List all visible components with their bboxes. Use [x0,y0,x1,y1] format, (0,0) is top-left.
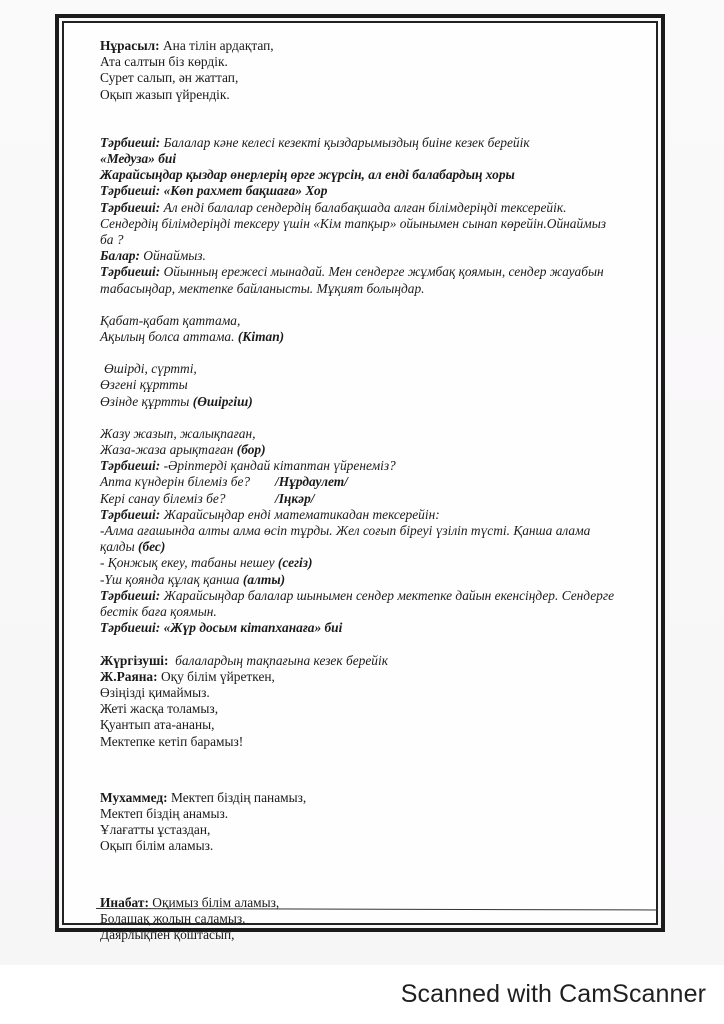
speaker-label: Балар: [100,248,140,264]
riddle-eraser [100,361,648,410]
student-name: /Нұрдаулет/ [275,474,348,490]
question-text: Апта күндерін білеміз бе? [100,474,251,490]
dance-title: «Жүр досым кітапханаға» биі [163,620,343,636]
speaker-label: Инабат: [100,894,149,910]
poem-line: Мектеп біздің анамыз. [100,805,229,821]
riddle-chalk [100,426,648,523]
riddle-line: Өшірді, сүртті, [104,361,197,377]
math-answer: (бес) [138,539,166,555]
poem-mukhammed [100,790,648,855]
question-text: Кері санау білеміз бе? [100,490,226,506]
poem-line: Мектепке кетіп барамыз! [100,733,244,749]
host-text: балалардың тақпағына кезек берейік [175,652,388,668]
poem-line: Ана тілін ардақтап, [162,38,274,53]
speaker-label: Тәрбиеші: [100,620,161,636]
spacer [100,887,648,895]
riddle-line: Жаза-жаза арықтаған [100,442,234,458]
speaker-label: Тәрбиеші: [100,199,161,215]
poem-line: Даярлықпен қоштасып, [100,926,235,942]
riddle-line: Өзінде құртты [100,393,190,409]
dialogue-text: табасыңдар, мектепке байланысты. Мұқият болыңдар. [100,280,425,296]
poem-line: Оқып білім аламыз. [100,838,214,854]
math-question: -Үш қоянда құлақ қанша [100,571,240,587]
poem-line: Мектеп біздің панамыз, [170,789,307,805]
spacer [100,410,648,426]
dialogue-text: Жарайсыңдар қыздар өнерлерің өрге жүрсін, ал енді балабардың хоры [100,167,515,183]
riddle-book [100,313,648,345]
student-name: /Іңкәр/ [275,490,315,506]
speaker-label: Тәрбиеші: [100,506,161,522]
math-question: - Қонжық екеу, табаны нешеу [100,555,275,571]
math-answer: (сегіз) [277,555,313,571]
poem-line: Ұлағатты ұстаздан, [100,822,211,838]
spacer [100,103,648,119]
math-question: қалды [100,539,138,555]
math-questions [100,523,648,636]
poem-line: Өзіңізді қимаймыз. [100,684,210,700]
poem-line: Болашақ жолын саламыз. [100,910,246,926]
speaker-label: Жүргізуші: [100,652,169,668]
speaker-label: Мухаммед: [100,789,168,805]
speaker-label: Ж.Раяна: [100,668,158,684]
spacer [100,119,648,135]
speaker-label: Тәрбиеші: [100,134,161,150]
riddle-line: Ақылың болса аттама. [100,329,235,345]
poem-nurasyl [100,38,648,103]
poem-line: Оқып жазып үйрендік. [100,86,230,102]
speaker-label: Тәрбиеші: [100,587,161,603]
dialogue-text: Балалар кәне келесі кезекті қыздарымыздың биіне кезек берейік [163,134,530,150]
poem-raiana [100,653,648,750]
speaker-label: Тәрбиеші: [100,183,161,199]
math-question: -Алма ағашында алты алма өсіп тұрды. Жел соғып біреуі үзіліп түсті. Қанша алама [100,523,591,539]
poem-line: Қуантып ата-ананы, [100,717,215,733]
riddle-answer: (бор) [236,442,266,458]
dialogue-text: Жарайсыңдар енді математикадан тексерейін: [163,506,440,522]
dialogue-text: -Әріптерді қандай кітаптан үйренеміз? [163,458,396,474]
dance-title: «Медуза» биі [100,151,177,167]
riddle-answer: (Өшіргіш) [192,393,253,409]
speaker-label: Тәрбиеші: [100,264,161,280]
choir-title: «Көп рахмет бақшаға» Хор [163,183,328,199]
dialogue-text: Ойнаймыз. [143,248,206,264]
speaker-label: Тәрбиеші: [100,458,161,474]
riddle-line: Қабат-қабат қаттама, [100,312,241,328]
poem-line: Сурет салып, ән жаттап, [100,70,239,86]
poem-line: Оқу білім үйреткен, [160,668,275,684]
spacer [100,345,648,361]
riddle-line: Жазу жазып, жалықпаған, [100,425,256,441]
spacer [100,782,648,790]
dialogue-text: Ойынның ережесі мынадай. Мен сендерге жұмбақ қоямын, сендер жауабын [163,264,604,280]
poem-line: Ата салтын біз көрдік. [100,54,228,70]
spacer [100,637,648,653]
math-answer: (алты) [242,571,286,587]
spacer [100,855,648,887]
document-body [100,38,648,943]
poem-line: Жеті жасқа толамыз, [100,701,219,717]
spacer [100,297,648,313]
spacer [100,750,648,782]
poem-line: Оқимыз білім аламыз, [152,894,280,910]
dialogue-text: Сендердің білімдеріңді тексеру үшін «Кім тапқыр» ойынымен сынап көрейін.Ойнаймыз [100,215,607,231]
poem-inabat [100,895,648,944]
teacher-dialogue [100,135,648,297]
dialogue-text: Ал енді балалар сендердің балабақшада алған білімдеріңді тексерейік. [163,199,567,215]
dialogue-text: ба ? [100,232,124,248]
dialogue-text: Жарайсыңдар балалар шынымен сендер мектепке дайын екенсіңдер. Сендерге [163,587,615,603]
riddle-line: Өзгені құртты [100,377,188,393]
riddle-answer: (Кітап) [237,329,285,345]
camscanner-watermark: Scanned with CamScanner [400,980,706,1008]
speaker-label: Нұрасыл: [100,38,160,53]
dialogue-text: бестік баға қоямын. [100,604,217,620]
